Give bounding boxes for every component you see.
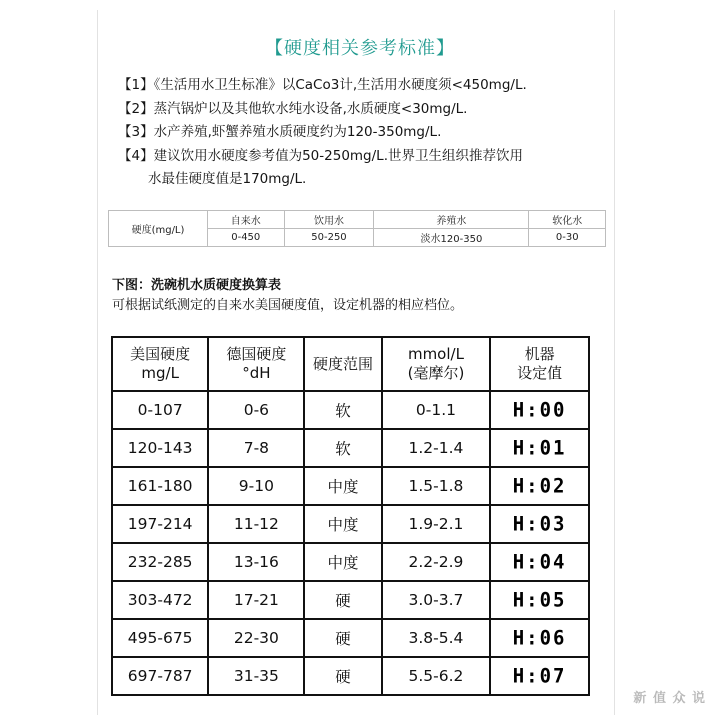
header-us-hardness — [112, 337, 208, 391]
setting-cell — [490, 581, 589, 619]
header-line: (毫摩尔) — [407, 364, 465, 382]
setting-cell — [490, 391, 589, 429]
setting-cell — [490, 505, 589, 543]
standard-item-3: 【3】水产养殖,虾蟹养殖水质硬度约为120-350mg/L. — [118, 124, 442, 140]
lcd-setting-display: H:02 — [512, 474, 567, 498]
conversion-description: 可根据试纸测定的自来水美国硬度值，设定机器的相应档位。 — [112, 298, 464, 313]
ref-header-row — [109, 211, 606, 229]
range-cell: 硬 — [304, 581, 381, 619]
de-hardness-cell: 17-21 — [208, 581, 304, 619]
mmol-cell: 2.2-2.9 — [382, 543, 491, 581]
range-cell: 中度 — [304, 505, 381, 543]
header-line: mmol/L — [407, 345, 464, 363]
header-line: °dH — [242, 364, 271, 382]
lcd-setting-display: H:03 — [512, 512, 567, 536]
de-hardness-cell: 9-10 — [208, 467, 304, 505]
standard-item-2: 【2】蒸汽锅炉以及其他软水纯水设备,水质硬度<30mg/L. — [118, 100, 468, 117]
de-hardness-cell: 13-16 — [208, 543, 304, 581]
us-hardness-cell: 697-787 — [112, 657, 208, 695]
us-hardness-cell: 0-107 — [112, 391, 208, 429]
header-line: 机器 — [524, 345, 555, 363]
page-title: 【硬度相关参考标准】 — [265, 38, 455, 59]
de-hardness-cell: 11-12 — [208, 505, 304, 543]
conversion-header-row — [112, 337, 589, 391]
standard-item-4: 【4】建议饮用水硬度参考值为50-250mg/L.世界卫生组织推荐饮用 — [118, 147, 523, 164]
header-setting — [490, 337, 589, 391]
header-line: 设定值 — [517, 364, 563, 382]
standards-list — [118, 74, 598, 192]
us-hardness-cell: 495-675 — [112, 619, 208, 657]
mmol-cell: 1.2-1.4 — [382, 429, 491, 467]
mmol-cell: 0-1.1 — [382, 391, 491, 429]
header-line: 硬度范围 — [313, 354, 374, 373]
de-hardness-cell: 0-6 — [208, 391, 304, 429]
table-row — [112, 657, 589, 695]
table-row — [112, 429, 589, 467]
lcd-setting-display: H:06 — [512, 626, 567, 650]
table-row — [112, 391, 589, 429]
conversion-table — [111, 336, 590, 696]
setting-cell — [490, 429, 589, 467]
range-cell: 软 — [304, 429, 381, 467]
setting-cell — [490, 657, 589, 695]
header-line: 德国硬度 — [226, 345, 287, 363]
range-cell: 硬 — [304, 657, 381, 695]
header-line: 美国硬度 — [130, 345, 191, 363]
ref-value-cell: 0-30 — [529, 229, 606, 247]
ref-value-cell: 50-250 — [284, 229, 374, 247]
mmol-cell: 1.9-2.1 — [382, 505, 491, 543]
watermark: 新 值 众 说 — [633, 691, 706, 706]
ref-header-cell: 饮用水 — [284, 211, 374, 229]
header-mmol — [382, 337, 491, 391]
de-hardness-cell: 22-30 — [208, 619, 304, 657]
lcd-setting-display: H:01 — [512, 436, 567, 460]
conversion-title: 下图：洗碗机水质硬度换算表 — [112, 278, 282, 293]
range-cell: 中度 — [304, 543, 381, 581]
de-hardness-cell: 31-35 — [208, 657, 304, 695]
us-hardness-cell: 232-285 — [112, 543, 208, 581]
ref-header-cell: 自来水 — [208, 211, 285, 229]
ref-value-cell: 0-450 — [208, 229, 285, 247]
ref-value-cell: 淡水120-350 — [374, 229, 529, 247]
range-cell: 软 — [304, 391, 381, 429]
ref-header-cell: 养殖水 — [374, 211, 529, 229]
de-hardness-cell: 7-8 — [208, 429, 304, 467]
header-range — [304, 337, 381, 391]
table-row — [112, 505, 589, 543]
mmol-cell: 5.5-6.2 — [382, 657, 491, 695]
setting-cell — [490, 543, 589, 581]
table-row — [112, 581, 589, 619]
setting-cell — [490, 467, 589, 505]
lcd-setting-display: H:05 — [512, 588, 567, 612]
us-hardness-cell: 120-143 — [112, 429, 208, 467]
reference-hardness-table — [108, 210, 606, 247]
header-line: mg/L — [141, 364, 179, 382]
us-hardness-cell: 161-180 — [112, 467, 208, 505]
range-cell: 硬 — [304, 619, 381, 657]
us-hardness-cell: 303-472 — [112, 581, 208, 619]
standard-item-1: 【1】《生活用水卫生标准》以CaCo3计,生活用水硬度须<450mg/L. — [118, 77, 527, 93]
setting-cell — [490, 619, 589, 657]
table-row — [112, 543, 589, 581]
table-row — [112, 467, 589, 505]
header-de-hardness — [208, 337, 304, 391]
mmol-cell: 3.8-5.4 — [382, 619, 491, 657]
ref-row-label: 硬度(mg/L) — [109, 211, 208, 247]
table-row — [112, 619, 589, 657]
lcd-setting-display: H:04 — [512, 550, 567, 574]
ref-header-cell: 软化水 — [529, 211, 606, 229]
range-cell: 中度 — [304, 467, 381, 505]
mmol-cell: 3.0-3.7 — [382, 581, 491, 619]
mmol-cell: 1.5-1.8 — [382, 467, 491, 505]
standard-item-4-continued: 水最佳硬度值是170mg/L. — [148, 171, 307, 187]
lcd-setting-display: H:07 — [512, 664, 567, 688]
lcd-setting-display: H:00 — [512, 398, 567, 422]
us-hardness-cell: 197-214 — [112, 505, 208, 543]
